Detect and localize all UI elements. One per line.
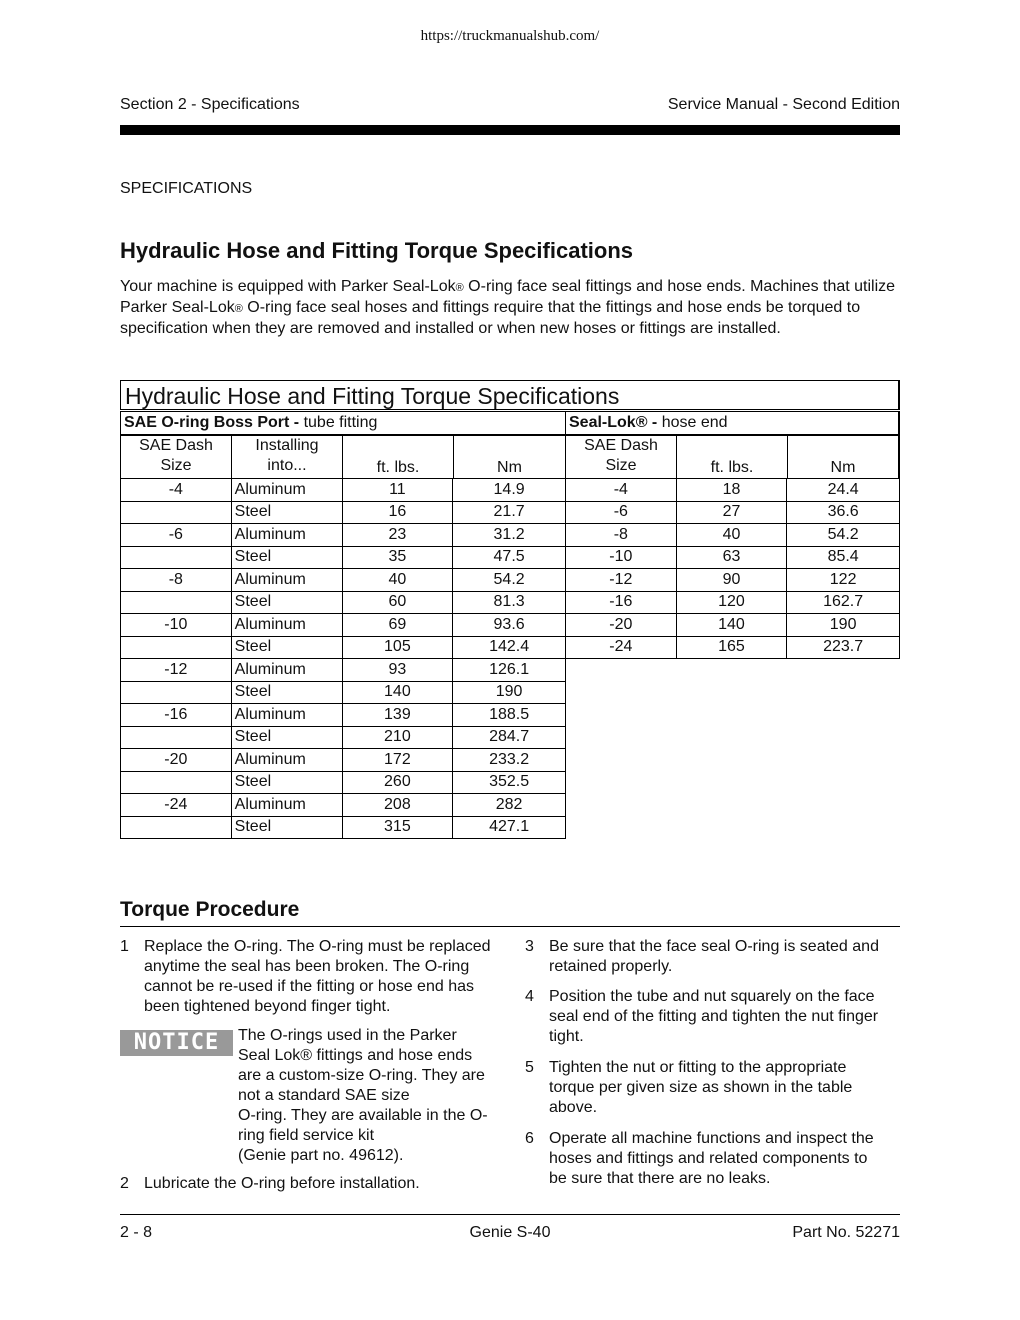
table-cell: Steel bbox=[231, 816, 342, 839]
table-cell: 233.2 bbox=[453, 749, 566, 772]
torque-table-title: Hydraulic Hose and Fitting Torque Specifications bbox=[120, 380, 900, 410]
table-row bbox=[121, 681, 566, 704]
table-cell: Steel bbox=[231, 636, 342, 659]
col-header-nm: Nm bbox=[453, 435, 566, 479]
table-cell: 14.9 bbox=[453, 479, 566, 502]
table-cell: 122 bbox=[787, 569, 900, 592]
table-cell: 352.5 bbox=[453, 771, 566, 794]
footer-rule bbox=[120, 1214, 900, 1215]
table-cell: 284.7 bbox=[453, 726, 566, 749]
table-cell: -20 bbox=[566, 614, 677, 637]
table-cell: 142.4 bbox=[453, 636, 566, 659]
table-cell: 139 bbox=[342, 704, 453, 727]
table-cell bbox=[121, 636, 232, 659]
table-cell: Aluminum bbox=[231, 569, 342, 592]
table-cell: -12 bbox=[566, 569, 677, 592]
table-row bbox=[121, 479, 566, 502]
table-cell: 24.4 bbox=[787, 479, 900, 502]
table-cell: Steel bbox=[231, 591, 342, 614]
table-cell: 140 bbox=[342, 681, 453, 704]
col-header-sealok-ft-lbs: ft. lbs. bbox=[676, 435, 788, 479]
table-cell: 36.6 bbox=[787, 501, 900, 524]
table-row bbox=[121, 749, 566, 772]
table-cell: Aluminum bbox=[231, 794, 342, 817]
table-cell: -24 bbox=[566, 636, 677, 659]
table-row bbox=[566, 636, 900, 659]
table-cell: -6 bbox=[121, 524, 232, 547]
table-cell: Aluminum bbox=[231, 704, 342, 727]
table-cell: Aluminum bbox=[231, 659, 342, 682]
table-cell: 260 bbox=[342, 771, 453, 794]
table-cell: -6 bbox=[566, 501, 677, 524]
table-cell: 47.5 bbox=[453, 546, 566, 569]
table-cell: 165 bbox=[676, 636, 787, 659]
header-manual-edition: Service Manual - Second Edition bbox=[667, 96, 900, 113]
table-cell: -16 bbox=[121, 704, 232, 727]
col-header-sae-dash-size: SAE Dash Size bbox=[120, 435, 232, 479]
table-cell: 140 bbox=[676, 614, 787, 637]
table-row bbox=[121, 614, 566, 637]
table-cell: -10 bbox=[566, 546, 677, 569]
table-cell: 54.2 bbox=[787, 524, 900, 547]
page-title: Hydraulic Hose and Fitting Torque Specifications bbox=[120, 238, 633, 263]
table-cell: Steel bbox=[231, 546, 342, 569]
table-cell: 282 bbox=[453, 794, 566, 817]
table-cell: 190 bbox=[787, 614, 900, 637]
table-row bbox=[121, 704, 566, 727]
table-cell bbox=[121, 501, 232, 524]
notice-badge: NOTICE bbox=[120, 1030, 233, 1056]
table-cell: 93 bbox=[342, 659, 453, 682]
table-cell: 23 bbox=[342, 524, 453, 547]
table-cell: -8 bbox=[121, 569, 232, 592]
table-cell bbox=[121, 771, 232, 794]
notice-text: The O-rings used in the Parker Seal Lok® fittings and hose ends are a custom-size O-ring. They are not a standard SAE size O-ring. They are available in the O- ring field service kit (Genie part no. 49612). bbox=[238, 1027, 488, 1164]
table-row bbox=[121, 569, 566, 592]
table-row bbox=[121, 771, 566, 794]
table-cell: 190 bbox=[453, 681, 566, 704]
col-header-sealok-dash-size: SAE Dash Size bbox=[565, 435, 677, 479]
table-cell: Aluminum bbox=[231, 614, 342, 637]
table-cell: 210 bbox=[342, 726, 453, 749]
table-cell: 81.3 bbox=[453, 591, 566, 614]
table-row bbox=[566, 479, 900, 502]
table-row bbox=[566, 546, 900, 569]
table-cell: 16 bbox=[342, 501, 453, 524]
table-cell: 90 bbox=[676, 569, 787, 592]
table-row bbox=[121, 501, 566, 524]
table-cell: 69 bbox=[342, 614, 453, 637]
left-subheader: SAE O-ring Boss Port - tube fitting bbox=[120, 411, 566, 435]
footer-part-number: Part No. 52271 bbox=[792, 1224, 900, 1241]
source-url: https://truckmanualshub.com/ bbox=[420, 28, 600, 44]
table-cell bbox=[121, 546, 232, 569]
table-cell: 18 bbox=[676, 479, 787, 502]
header-section: Section 2 - Specifications bbox=[120, 96, 300, 113]
col-header-sealok-nm: Nm bbox=[787, 435, 900, 479]
table-cell: 27 bbox=[676, 501, 787, 524]
table-cell: 11 bbox=[342, 479, 453, 502]
intro-paragraph: Your machine is equipped with Parker Seal-Lok® O-ring face seal fittings and hose ends. Machines that utilize Parker Seal-Lok® O-ring face seal hoses and fittings require that the fittings and hose ends be torqued to specification when they are removed and installed or when new hoses or fittings are installed. bbox=[120, 278, 896, 337]
table-cell: Steel bbox=[231, 771, 342, 794]
table-cell bbox=[121, 681, 232, 704]
table-cell: 162.7 bbox=[787, 591, 900, 614]
table-cell: -10 bbox=[121, 614, 232, 637]
table-cell: 31.2 bbox=[453, 524, 566, 547]
procedure-rule bbox=[120, 926, 900, 927]
boss-port-torque-table bbox=[120, 478, 566, 839]
table-row bbox=[121, 636, 566, 659]
col-header-ft-lbs: ft. lbs. bbox=[342, 435, 454, 479]
col-header-installing-into: Installing into... bbox=[231, 435, 343, 479]
table-cell: 126.1 bbox=[453, 659, 566, 682]
right-subheader: Seal-Lok® - hose end bbox=[565, 411, 900, 435]
table-cell: Steel bbox=[231, 681, 342, 704]
table-row bbox=[121, 726, 566, 749]
table-cell: 223.7 bbox=[787, 636, 900, 659]
table-cell: Steel bbox=[231, 501, 342, 524]
table-cell: 40 bbox=[342, 569, 453, 592]
procedure-title: Torque Procedure bbox=[120, 898, 300, 921]
table-row bbox=[121, 546, 566, 569]
table-row bbox=[121, 659, 566, 682]
table-cell bbox=[121, 726, 232, 749]
table-cell: 172 bbox=[342, 749, 453, 772]
table-row bbox=[121, 524, 566, 547]
section-label: SPECIFICATIONS bbox=[120, 180, 253, 197]
table-cell: 120 bbox=[676, 591, 787, 614]
table-cell: 427.1 bbox=[453, 816, 566, 839]
table-cell: 208 bbox=[342, 794, 453, 817]
table-cell: 85.4 bbox=[787, 546, 900, 569]
table-cell: -20 bbox=[121, 749, 232, 772]
table-cell: -4 bbox=[566, 479, 677, 502]
table-row bbox=[566, 524, 900, 547]
header-rule bbox=[120, 125, 900, 135]
table-cell: 60 bbox=[342, 591, 453, 614]
table-cell: Aluminum bbox=[231, 479, 342, 502]
table-cell: -24 bbox=[121, 794, 232, 817]
table-cell: 188.5 bbox=[453, 704, 566, 727]
table-row bbox=[121, 816, 566, 839]
table-cell bbox=[121, 816, 232, 839]
table-cell: 54.2 bbox=[453, 569, 566, 592]
table-cell: -8 bbox=[566, 524, 677, 547]
table-cell: Aluminum bbox=[231, 524, 342, 547]
seal-lok-torque-table bbox=[565, 478, 900, 659]
table-row bbox=[566, 501, 900, 524]
table-cell: Steel bbox=[231, 726, 342, 749]
table-row bbox=[566, 569, 900, 592]
table-cell: 105 bbox=[342, 636, 453, 659]
table-cell bbox=[121, 591, 232, 614]
table-cell: 40 bbox=[676, 524, 787, 547]
page-number: 2 - 8 bbox=[120, 1224, 153, 1241]
table-cell: -12 bbox=[121, 659, 232, 682]
table-cell: 63 bbox=[676, 546, 787, 569]
table-row bbox=[566, 614, 900, 637]
table-row bbox=[121, 591, 566, 614]
table-cell: 315 bbox=[342, 816, 453, 839]
table-cell: 21.7 bbox=[453, 501, 566, 524]
footer-model: Genie S-40 bbox=[469, 1224, 551, 1241]
table-cell: -4 bbox=[121, 479, 232, 502]
table-row bbox=[566, 591, 900, 614]
table-cell: 35 bbox=[342, 546, 453, 569]
table-row bbox=[121, 794, 566, 817]
table-cell: Aluminum bbox=[231, 749, 342, 772]
table-cell: -16 bbox=[566, 591, 677, 614]
table-cell: 93.6 bbox=[453, 614, 566, 637]
